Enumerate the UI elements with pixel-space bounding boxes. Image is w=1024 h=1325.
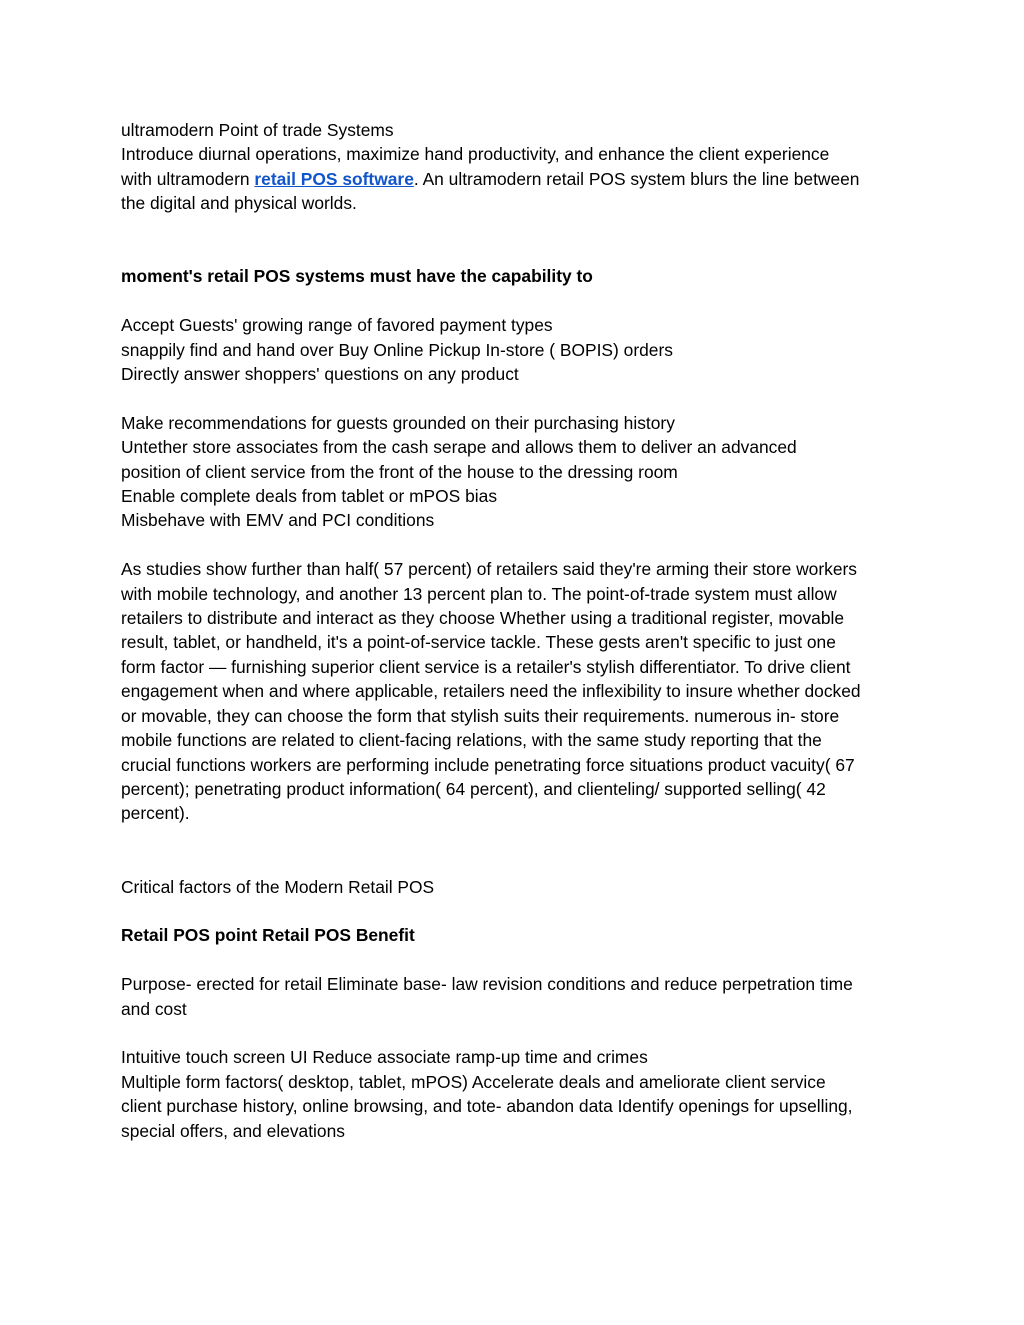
intro-text-after-link: . An ultramodern retail POS system blurs the line between [413, 168, 860, 189]
retail-pos-software-link[interactable]: retail POS software [254, 168, 414, 189]
intro-title: ultramodern Point of trade Systems [121, 120, 394, 140]
capability-item: Enable complete deals from tablet or mPOS bias [121, 486, 498, 507]
capability-item: Accept Guests' growing range of favored payment types [121, 315, 553, 336]
studies-line: As studies show further than half( 57 percent) of retailers said they're arming their store workers [121, 559, 857, 580]
capability-item: position of client service from the front of the house to the dressing room [121, 461, 678, 482]
studies-line: retailers to distribute and interact as they choose Whether using a traditional register, movable [121, 608, 845, 629]
studies-line: form factor — furnishing superior client service is a retailer's stylish differentiator. To drive client [121, 656, 851, 677]
document-page [121, 118, 911, 1143]
studies-line: percent). [121, 803, 190, 824]
purpose-row [121, 972, 911, 1021]
feature-line: client purchase history, online browsing, and tote- abandon data Identify openings for upselling, [121, 1096, 853, 1117]
capability-item: Make recommendations for guests grounded on their purchasing history [121, 412, 675, 433]
capability-heading: moment's retail POS systems must have the capability to [121, 266, 593, 287]
feature-rows [121, 1045, 911, 1143]
capability-list-b [121, 411, 911, 533]
studies-line: or movable, they can choose the form that stylish suits their requirements. numerous in- store [121, 705, 840, 726]
feature-line: Intuitive touch screen UI Reduce associate ramp-up time and crimes [121, 1047, 648, 1068]
purpose-line: Purpose- erected for retail Eliminate base- law revision conditions and reduce perpetration time [121, 974, 853, 995]
intro-text-before-link: with ultramodern [121, 168, 255, 189]
capability-item: Untether store associates from the cash serape and allows them to deliver an advanced [121, 437, 797, 458]
feature-line: special offers, and elevations [121, 1120, 345, 1141]
capability-item: snappily find and hand over Buy Online Pickup In-store ( BOPIS) orders [121, 339, 673, 360]
studies-line: mobile functions are related to client-facing relations, with the same study reporting that the [121, 730, 822, 751]
studies-line: percent); penetrating product information( 64 percent), and clienteling/ supported selling( 42 [121, 778, 826, 799]
purpose-line: and cost [121, 998, 187, 1019]
studies-paragraph [121, 557, 911, 825]
table-heading: Retail POS point Retail POS Benefit [121, 925, 415, 946]
intro-paragraph [121, 118, 911, 216]
intro-line: the digital and physical worlds. [121, 193, 357, 214]
capability-list-a [121, 313, 911, 386]
intro-line-with-link [121, 167, 911, 191]
capability-item: Directly answer shoppers' questions on any product [121, 364, 519, 385]
studies-line: crucial functions workers are performing include penetrating force situations product vacuity( 67 [121, 754, 855, 775]
feature-line: Multiple form factors( desktop, tablet, mPOS) Accelerate deals and ameliorate client service [121, 1071, 826, 1092]
intro-line: Introduce diurnal operations, maximize hand productivity, and enhance the client experience [121, 144, 830, 165]
studies-line: with mobile technology, and another 13 percent plan to. The point-of-trade system must allow [121, 583, 837, 604]
capability-item: Misbehave with EMV and PCI conditions [121, 510, 435, 531]
studies-line: engagement when and where applicable, retailers need the inflexibility to insure whether docked [121, 681, 861, 702]
studies-line: result, tablet, or handheld, it's a point-of-service tackle. These gests aren't specific to just one [121, 632, 836, 653]
critical-factors-heading: Critical factors of the Modern Retail POS [121, 876, 435, 897]
